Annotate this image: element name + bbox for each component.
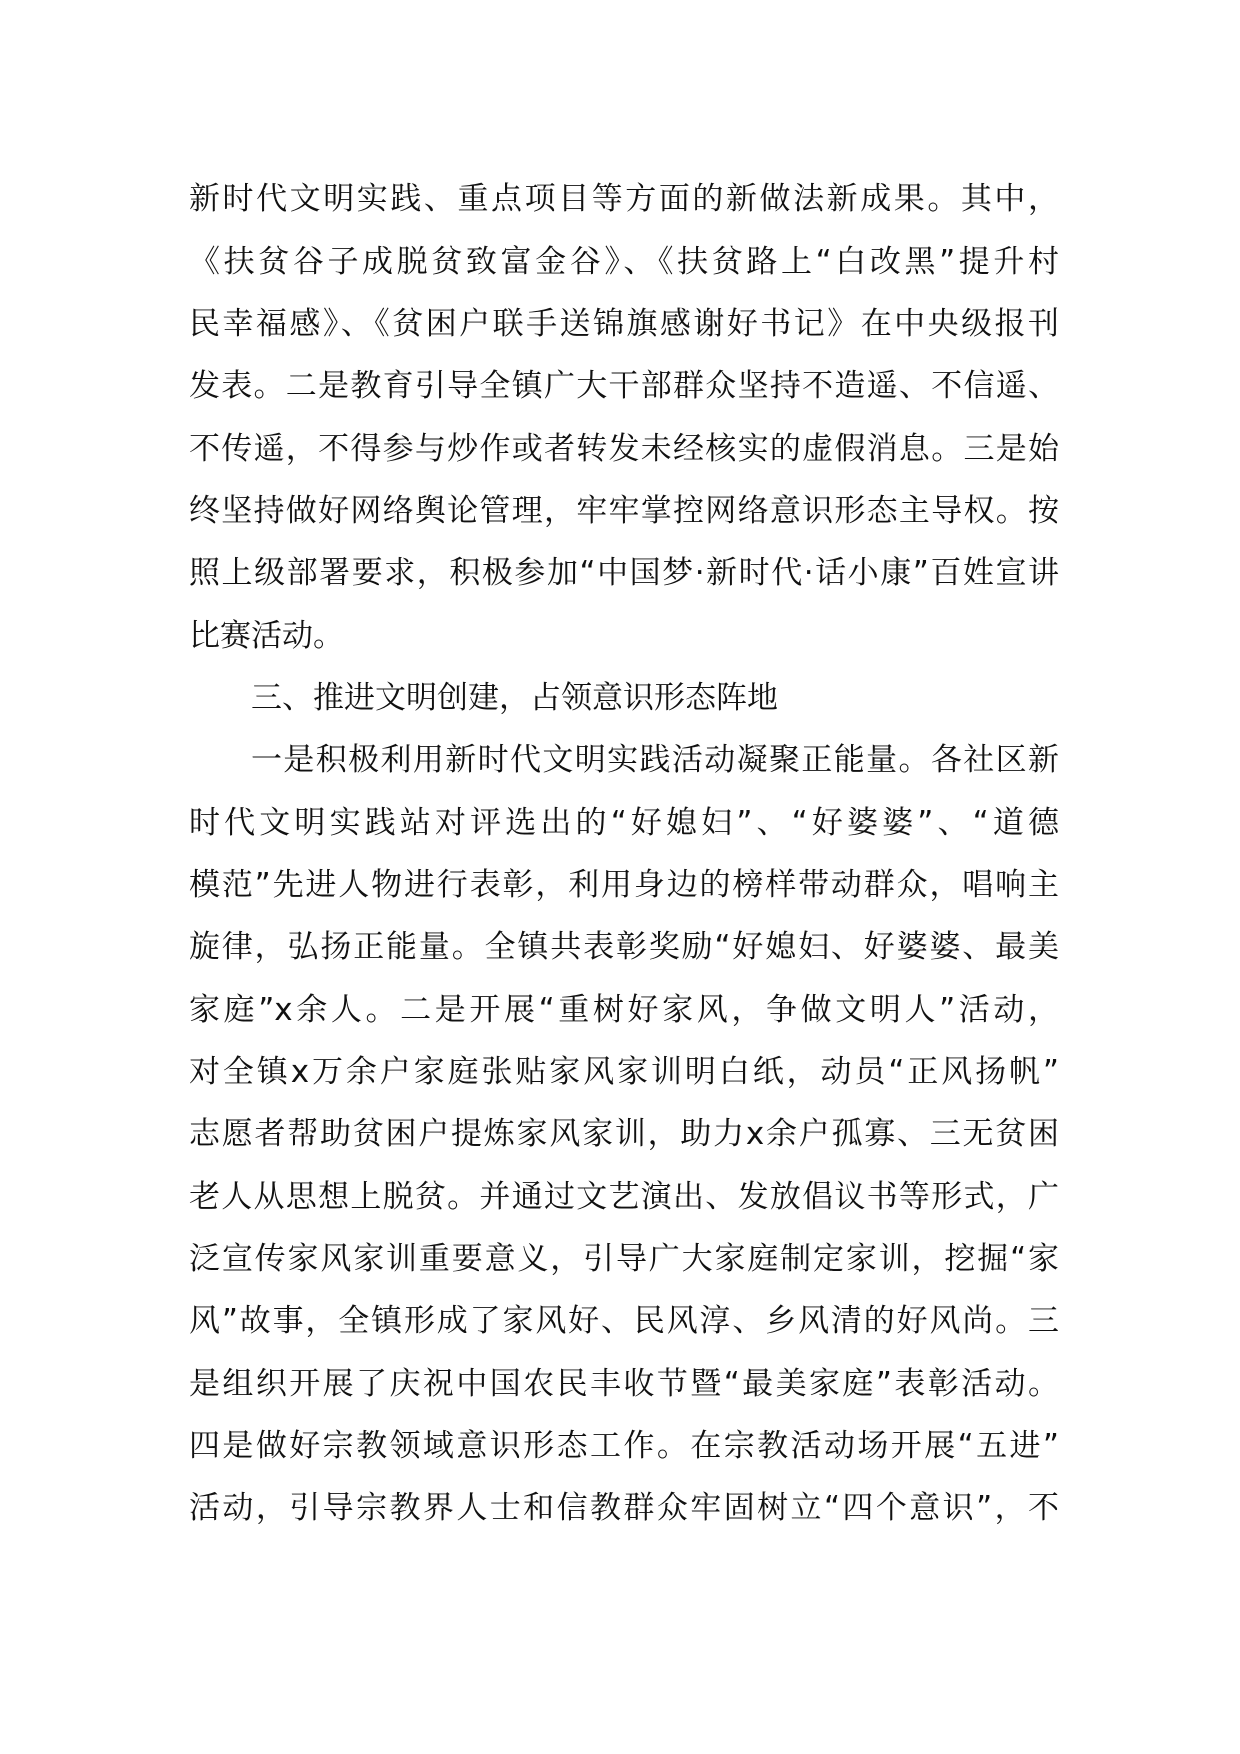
section-heading: 三、推进文明创建，占领意识形态阵地 (251, 680, 778, 716)
text-line: 是组织开展了庆祝中国农民丰收节暨“最美家庭”表彰活动。 (189, 1366, 1059, 1402)
text-line: 老人从思想上脱贫。并通过文艺演出、发放倡议书等形式，广 (189, 1179, 1059, 1215)
text-line: 志愿者帮助贫困户提炼家风家训，助力x余户孤寡、三无贫困 (189, 1116, 1059, 1152)
text-line: 比赛活动。 (189, 618, 344, 654)
text-line: 不传遥，不得参与炒作或者转发未经核实的虚假消息。三是始 (189, 431, 1059, 467)
text-line: 《扶贫谷子成脱贫致富金谷》、《扶贫路上“白改黑”提升村 (189, 244, 1059, 280)
paragraph-first-line: 一是积极利用新时代文明实践活动凝聚正能量。各社区新 (251, 742, 1059, 778)
text-line: 时代文明实践站对评选出的“好媳妇”、“好婆婆”、“道德 (189, 805, 1059, 841)
text-line: 旋律，弘扬正能量。全镇共表彰奖励“好媳妇、好婆婆、最美 (189, 929, 1059, 965)
text-line: 家庭”x余人。二是开展“重树好家风，争做文明人”活动， (189, 992, 1059, 1028)
text-line: 发表。二是教育引导全镇广大干部群众坚持不造遥、不信遥、 (189, 368, 1059, 404)
text-line: 四是做好宗教领域意识形态工作。在宗教活动场开展“五进” (189, 1428, 1059, 1464)
text-line: 泛宣传家风家训重要意义，引导广大家庭制定家训，挖掘“家 (189, 1241, 1059, 1277)
text-line: 风”故事，全镇形成了家风好、民风淳、乡风清的好风尚。三 (189, 1303, 1059, 1339)
text-line: 对全镇x万余户家庭张贴家风家训明白纸，动员“正风扬帆” (189, 1054, 1059, 1090)
text-line: 照上级部署要求，积极参加“中国梦·新时代·话小康”百姓宣讲 (189, 555, 1059, 591)
text-line: 新时代文明实践、重点项目等方面的新做法新成果。其中， (189, 181, 1059, 217)
text-line: 终坚持做好网络舆论管理，牢牢掌控网络意识形态主导权。按 (189, 493, 1059, 529)
text-line: 活动，引导宗教界人士和信教群众牢固树立“四个意识”，不 (189, 1490, 1059, 1526)
text-line: 模范”先进人物进行表彰，利用身边的榜样带动群众，唱响主 (189, 867, 1059, 903)
text-line: 民幸福感》、《贫困户联手送锦旗感谢好书记》在中央级报刊 (189, 306, 1059, 342)
